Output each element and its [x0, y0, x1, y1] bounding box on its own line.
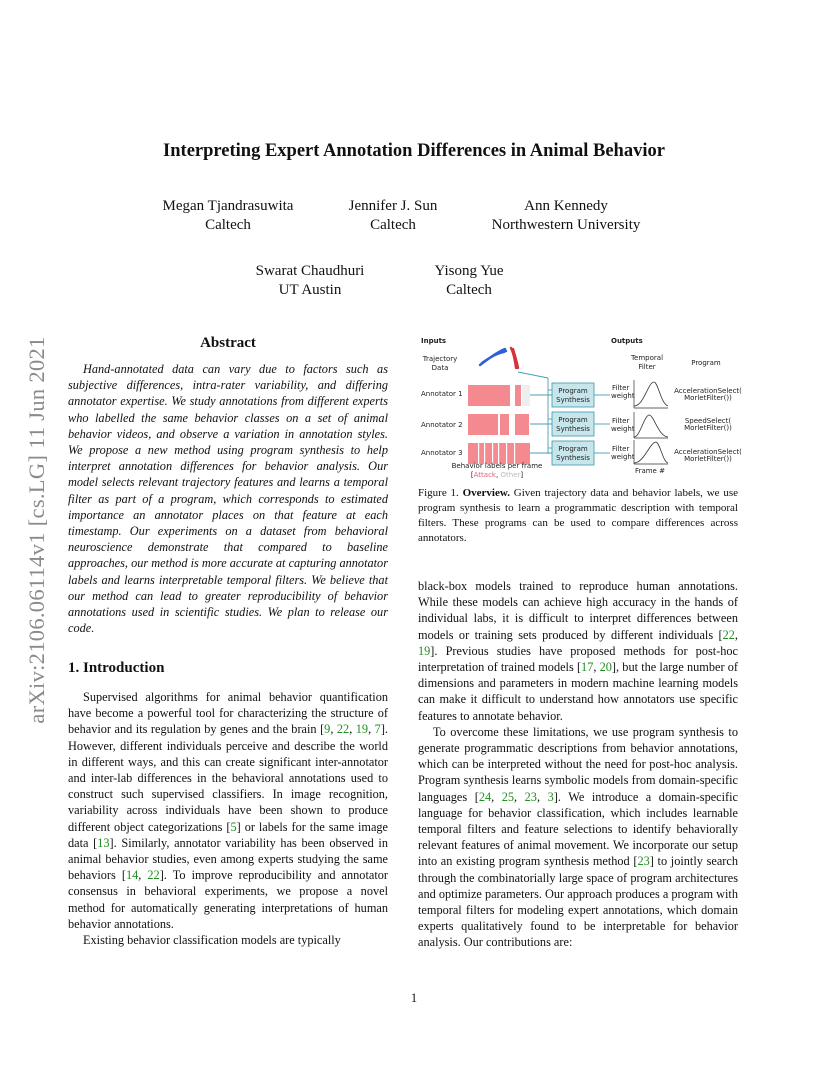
citation-link[interactable]: 23: [637, 854, 650, 869]
citation-link[interactable]: 19: [355, 722, 369, 737]
svg-text:MorletFilter()): MorletFilter()): [684, 455, 732, 463]
svg-text:Annotator 1: Annotator 1: [421, 390, 463, 398]
paragraph-text-run: ,: [349, 722, 356, 737]
paragraph-text-run: ,: [536, 789, 548, 804]
intro-left-column: [68, 689, 388, 948]
author-block: [409, 262, 529, 300]
svg-text:Synthesis: Synthesis: [556, 454, 590, 462]
citation-link[interactable]: 23: [524, 789, 537, 804]
author-affiliation: Caltech: [370, 217, 416, 233]
intro-paragraph-1: [68, 689, 388, 932]
author-block: [476, 197, 656, 235]
svg-text:Program: Program: [558, 387, 588, 395]
temporal-filter-plot-1: [611, 380, 668, 408]
svg-text:Program: Program: [558, 445, 588, 453]
temporal-filter-label: Temporal: [630, 354, 664, 362]
trajectory-label: Data: [431, 364, 449, 372]
svg-text:Filter: Filter: [612, 445, 630, 453]
svg-text:MorletFilter()): MorletFilter()): [684, 424, 732, 432]
figure-inputs-label: Inputs: [421, 337, 447, 345]
section-heading-introduction: 1. Introduction: [68, 660, 165, 676]
author-affiliation: Northwestern University: [491, 217, 641, 233]
svg-text:weight: weight: [611, 453, 635, 461]
figure-1-caption: [418, 486, 738, 546]
paragraph-text-run: ], but the large number of dimensions and parameters in modern machine learning models can make it difficult to understand how annotators use specific features to annotate behavior.: [418, 660, 738, 723]
svg-text:MorletFilter()): MorletFilter()): [684, 394, 732, 402]
svg-text:AccelerationSelect(: AccelerationSelect(: [674, 448, 742, 456]
paragraph-text-run: ,: [734, 627, 738, 642]
temporal-filter-plot-2: [611, 412, 668, 438]
program-synthesis-box-3: [552, 441, 594, 465]
program-column-label: Program: [691, 359, 721, 367]
paragraph-text-run: To overcome these limitations, we use program synthesis to generate programmatic descriptions from behavior annotations, which can be interpreted without the need for post-hoc analysis. Program synthesis learns symbolic models from domain-specific languages [: [418, 724, 738, 804]
svg-text:Annotator 3: Annotator 3: [421, 449, 463, 457]
paper-title: Interpreting Expert Annotation Differences in Animal Behavior: [163, 141, 665, 161]
arxiv-side-stamp: arXiv:2106.06114v1 [cs.LG] 11 Jun 2021: [24, 336, 49, 724]
paragraph-text-run: ]. Similarly, annotator variability has been observed in animal behavior studies, even among experts studying the same behaviors [: [68, 835, 388, 883]
svg-text:SpeedSelect(: SpeedSelect(: [684, 417, 732, 425]
abstract-body: [68, 361, 388, 636]
author-name: Yisong Yue: [434, 263, 504, 279]
temporal-filter-label: Filter: [638, 363, 656, 371]
paragraph-text-run: ,: [514, 789, 525, 804]
author-block: [333, 197, 453, 235]
annotator-row-1: [421, 385, 530, 406]
annotator-row-3: [421, 443, 530, 464]
caption-text: Given trajectory data and behavior labels, we use program synthesis to learn a programmatic description with temporal filters. These programs can be used to compare differences across annotators.: [418, 487, 739, 544]
citation-link[interactable]: 3: [547, 789, 554, 804]
temporal-filter-plot-3: [611, 440, 668, 464]
svg-text:weight: weight: [611, 392, 635, 400]
paragraph-text-run: ,: [138, 868, 148, 883]
author-affiliation: UT Austin: [278, 282, 342, 298]
svg-text:AccelerationSelect(: AccelerationSelect(: [674, 387, 742, 395]
citation-link[interactable]: 24: [478, 789, 492, 804]
svg-text:Filter: Filter: [612, 417, 630, 425]
citation-link[interactable]: 7: [374, 722, 381, 737]
author-name: Swarat Chaudhuri: [255, 263, 365, 279]
paragraph-text-run: ]. Previous studies have proposed methods for post-hoc interpretation of trained models [: [418, 643, 738, 675]
author-affiliation: Caltech: [205, 217, 251, 233]
program-synthesis-box-2: [552, 412, 594, 436]
program-output-3: [674, 448, 742, 463]
program-output-2: [684, 417, 732, 432]
paragraph-text-run: ]. To improve reproducibility and annotator consensus in behavioral experiments, we propose a novel method for automatically generating interpretations of human behavior annotations.: [68, 868, 388, 931]
svg-text:Filter: Filter: [612, 384, 630, 392]
author-name: Jennifer J. Sun: [348, 198, 438, 214]
paragraph-text-run: ]. We introduce a domain-specific language for behavior classification, which includes learnable temporal filters and feature selections to identify behaviorally relevant features of animal movement. We incorporate our setup into an existing program synthesis method [: [418, 789, 739, 869]
behavior-labels-legend: [Attack, Other]: [470, 471, 524, 479]
behavior-labels-caption: Behavior labels per frame: [451, 462, 543, 470]
paragraph-text-run: ,: [593, 660, 600, 675]
intro-paragraph-2-start: Existing behavior classification models are typically: [83, 933, 341, 948]
author-name: Ann Kennedy: [524, 198, 608, 214]
paragraph-text-run: ] to jointly search through the combinatorially large space of program architectures and optimize parameters. Our approach produces a program with temporal filters for modeling expert annotations, which domain experts qualitatively found to be interpretable for behavior analysis. Our contributions are:: [418, 854, 738, 950]
citation-link[interactable]: 25: [501, 789, 515, 804]
citation-link[interactable]: 9: [324, 722, 331, 737]
author-block: [148, 197, 308, 235]
author-block: [240, 262, 380, 300]
trajectory-label: Trajectory: [422, 355, 458, 363]
citation-link[interactable]: 22: [722, 627, 735, 642]
paragraph-text-run: ,: [491, 789, 502, 804]
program-synthesis-box-1: [552, 383, 594, 407]
program-output-1: [674, 387, 742, 402]
citation-link[interactable]: 14: [125, 868, 139, 883]
citation-link[interactable]: 17: [581, 660, 594, 675]
citation-link[interactable]: 22: [336, 722, 350, 737]
figure-outputs-label: Outputs: [611, 337, 643, 345]
svg-text:Annotator 2: Annotator 2: [421, 421, 463, 429]
author-affiliation: Caltech: [446, 282, 492, 298]
intro-paragraph-3: [418, 724, 738, 951]
abstract-paragraph: Hand-annotated data can vary due to factors such as subjective differences, intra-rater variability, and differing annotator expertise. We study annotations from different experts who labelled the same behavior classes on a set of animal behavior videos, and observe a variation in annotation styles. We propose a new method using program synthesis to help interpret annotation differences for behavior analysis. Our model selects relevant trajectory features and learns a temporal filter as part of a program, which corresponds to estimated importance an annotator places on that feature at each timestamp. Our experiments on a dataset from behavioral neuroscience demonstrate that compared to baseline approaches, our method is more accurate at capturing annotator labels and learns interpretable temporal filters. We believe that our method can lead to greater reproducibility of behavior annotations used in scientific studies. We plan to release our code.: [68, 362, 388, 636]
figure-1-overview: [418, 332, 742, 480]
author-name: Megan Tjandrasuwita: [162, 198, 294, 214]
paragraph-text-run: black-box models trained to reproduce human annotations. While these models can achieve high accuracy in the hands of individual labs, it is difficult to interpret differences between models or training sets produced by different individuals [: [418, 579, 738, 642]
paragraph-text-run: ]. However, different individuals perceive and describe the world in different ways, and this can create significant inter-annotator and inter-lab differences in the behavioral annotations used to construct such supervised classifiers. In image recognition, variability across individuals have been shown to produce different object categorizations [: [68, 722, 388, 834]
paragraph-text-run: ] or labels for the same image data [: [68, 819, 389, 850]
citation-link[interactable]: 5: [230, 819, 237, 834]
abstract-heading: Abstract: [200, 335, 256, 351]
svg-text:Program: Program: [558, 416, 588, 424]
frame-axis-label: Frame #: [635, 467, 665, 475]
citation-link[interactable]: 13: [97, 835, 110, 850]
citation-link[interactable]: 19: [418, 643, 431, 658]
svg-text:Synthesis: Synthesis: [556, 396, 590, 404]
paragraph-text-run: ,: [330, 722, 337, 737]
intro-paragraph-2-continued: [418, 578, 738, 724]
annotator-row-2: [421, 414, 529, 435]
caption-bold-title: Overview.: [462, 487, 510, 499]
citation-link[interactable]: 22: [147, 868, 160, 883]
paragraph-text-run: ,: [368, 722, 375, 737]
citation-link[interactable]: 20: [599, 660, 612, 675]
svg-text:Synthesis: Synthesis: [556, 425, 590, 433]
paragraph-text-run: Supervised algorithms for animal behavior quantification have become a powerful tool for characterizing the structure of behavior and its regulation by genes and the brain [: [68, 690, 388, 737]
trajectory-data-image: [480, 348, 518, 368]
intro-right-column: [418, 578, 738, 951]
svg-text:weight: weight: [611, 425, 635, 433]
caption-label: Figure 1.: [418, 487, 459, 499]
page-number: 1: [410, 991, 418, 1005]
